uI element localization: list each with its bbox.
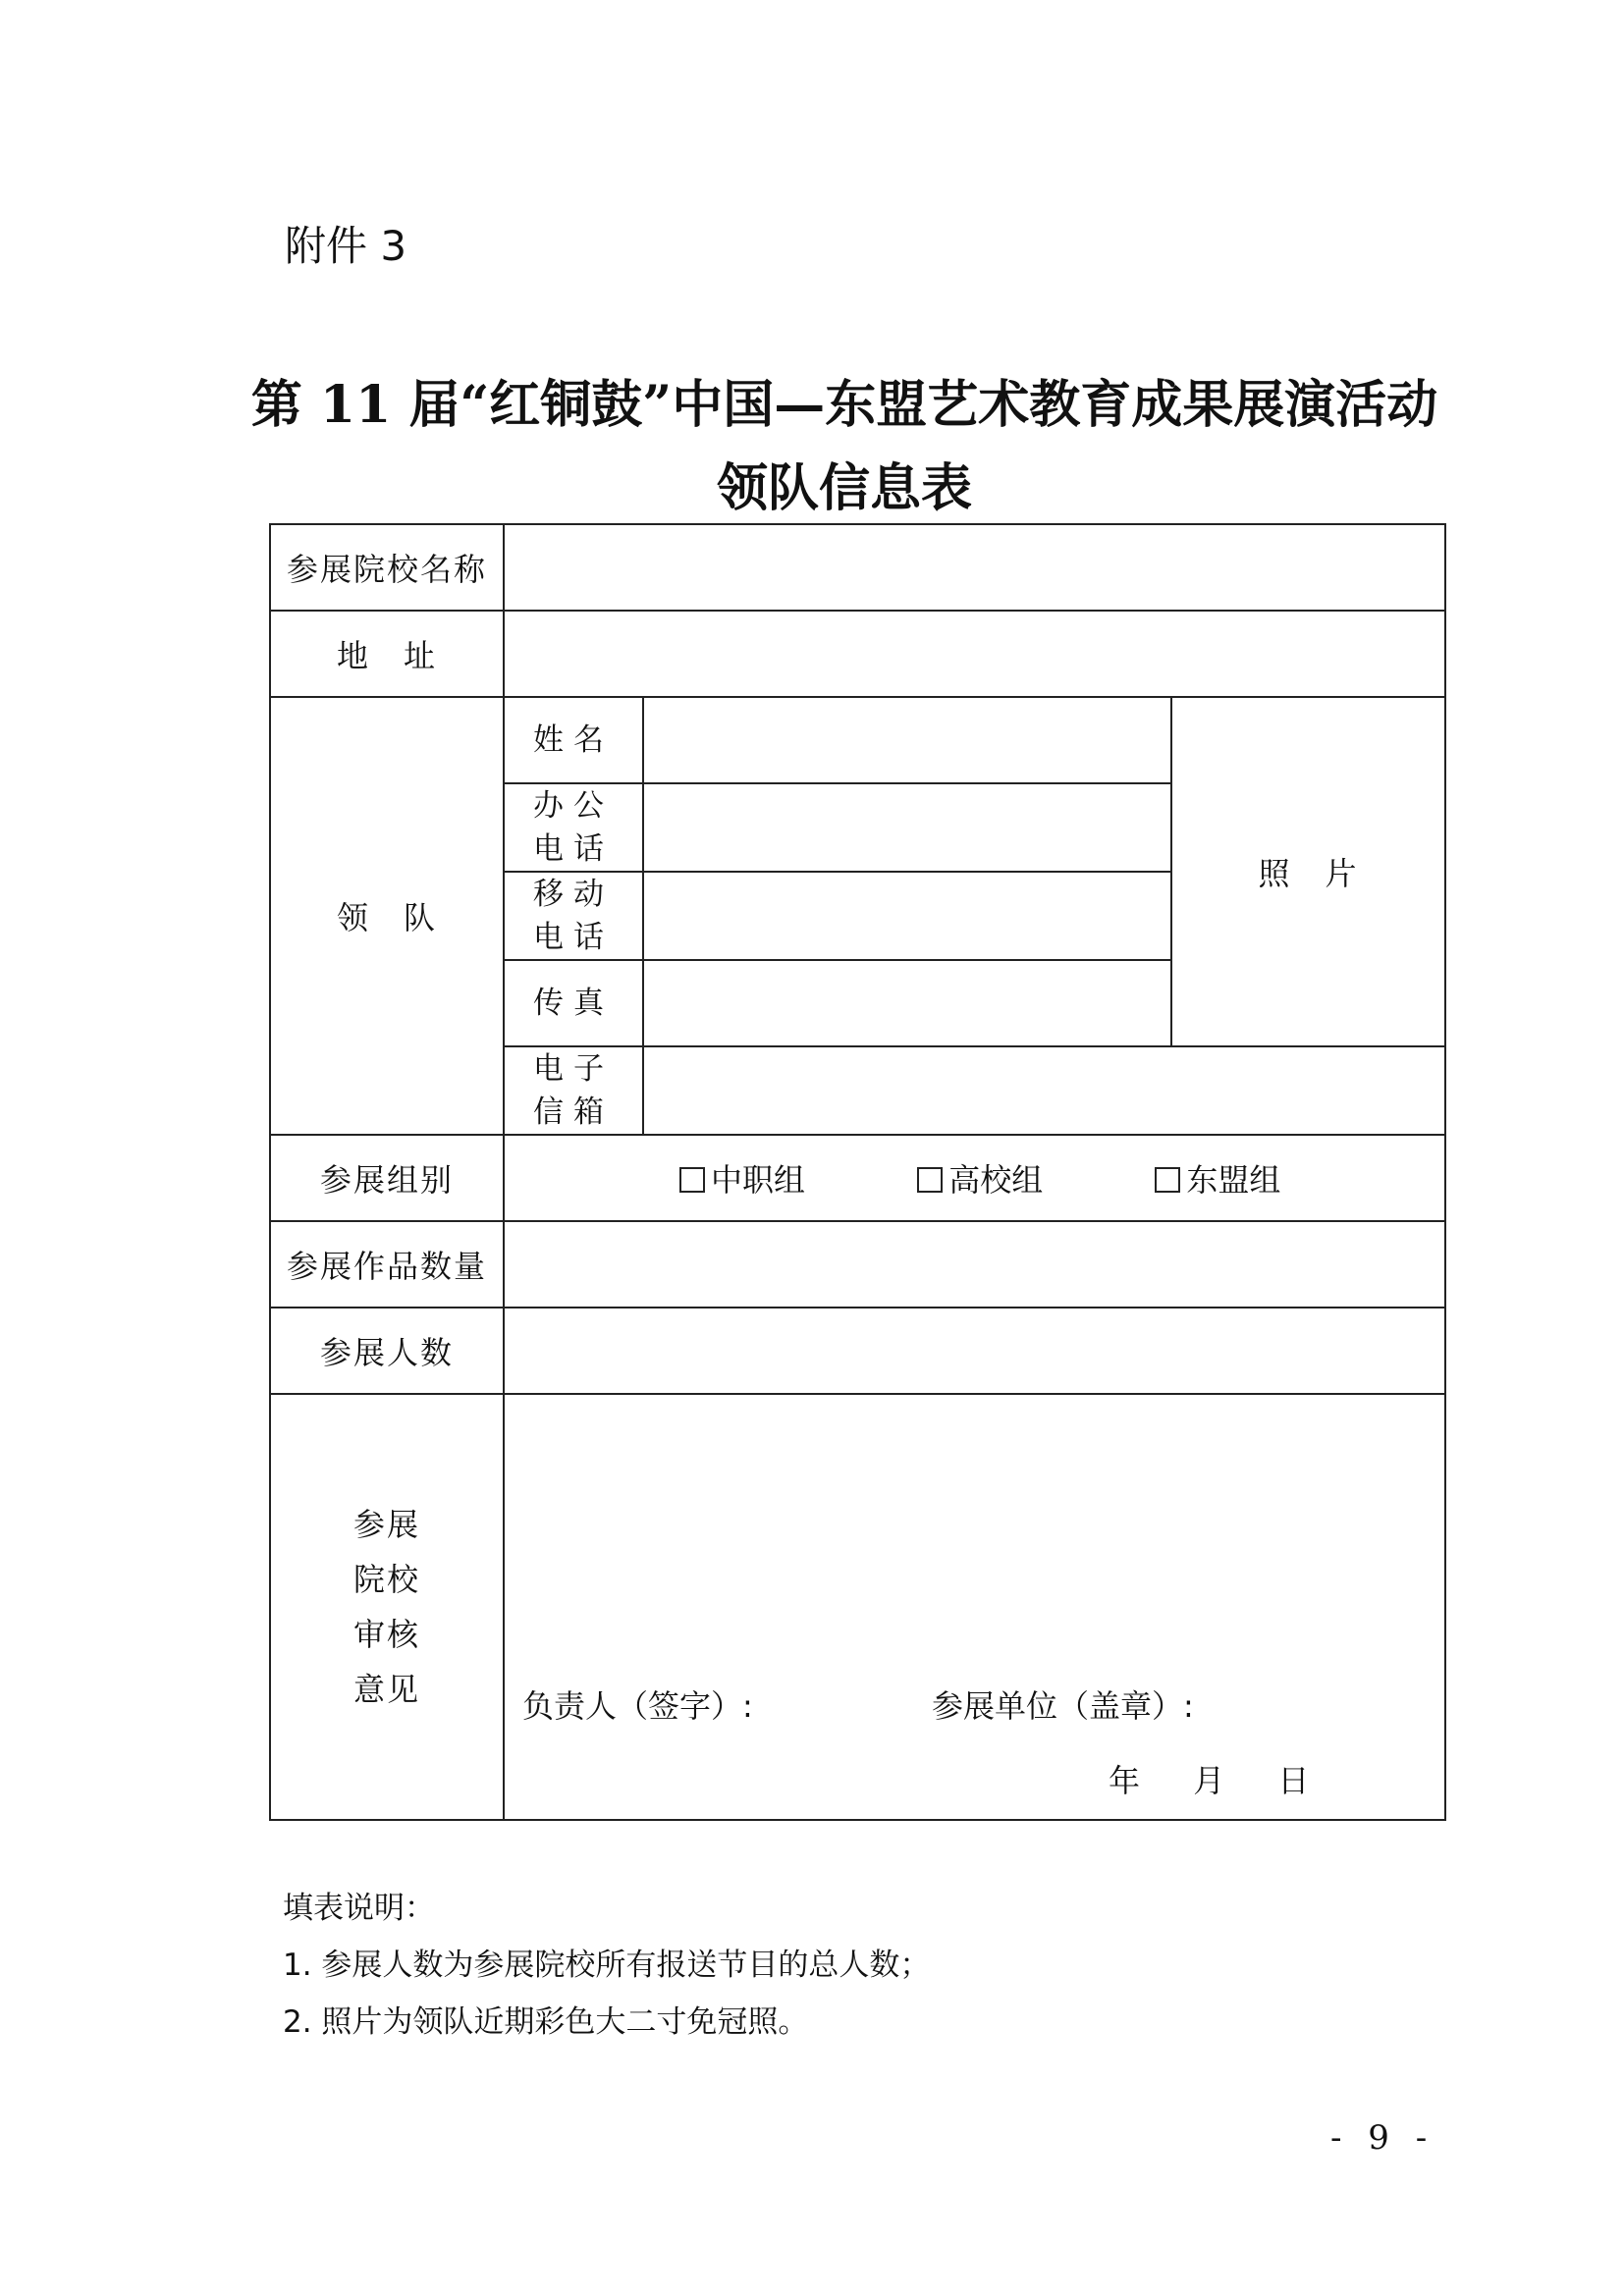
fax-field[interactable] bbox=[643, 960, 1171, 1046]
office-phone-label: 办公 电话 bbox=[504, 783, 643, 872]
leader-label: 领 队 bbox=[270, 697, 504, 1135]
name-field[interactable] bbox=[643, 697, 1171, 783]
email-label: 电子 信箱 bbox=[504, 1046, 643, 1135]
leader-info-form bbox=[269, 523, 1446, 1821]
signature-label: 负责人（签字）: bbox=[522, 1687, 753, 1725]
month-label: 月 bbox=[1193, 1762, 1225, 1799]
address-field[interactable] bbox=[504, 611, 1445, 697]
school-name-field[interactable] bbox=[504, 524, 1445, 611]
name-label: 姓名 bbox=[504, 697, 643, 783]
filling-instructions bbox=[283, 1880, 930, 2051]
opinion-label: 参展 院校 审核 意见 bbox=[270, 1394, 504, 1820]
note-item: 1. 参展人数为参展院校所有报送节目的总人数； bbox=[283, 1948, 931, 1983]
participants-field[interactable] bbox=[504, 1308, 1445, 1394]
year-label: 年 bbox=[1109, 1762, 1141, 1799]
mobile-phone-field[interactable] bbox=[643, 872, 1171, 960]
photo-label: 照 片 bbox=[1258, 855, 1359, 892]
page-number: - 9 - bbox=[1330, 2118, 1435, 2158]
group-option-college[interactable]: 高校组 bbox=[917, 1155, 1043, 1201]
group-option-secondary[interactable]: 中职组 bbox=[679, 1155, 805, 1201]
attachment-label: 附件 3 bbox=[285, 222, 407, 270]
day-label: 日 bbox=[1277, 1762, 1310, 1799]
works-count-label: 参展作品数量 bbox=[270, 1221, 504, 1308]
group-option-asean[interactable]: 东盟组 bbox=[1155, 1155, 1280, 1201]
opinion-field[interactable] bbox=[504, 1394, 1445, 1820]
checkbox-icon[interactable] bbox=[679, 1167, 705, 1193]
mobile-phone-label: 移动 电话 bbox=[504, 872, 643, 960]
page-subtitle: 领队信息表 bbox=[716, 458, 972, 518]
note-item: 2. 照片为领队近期彩色大二寸免冠照。 bbox=[283, 2004, 809, 2040]
seal-label: 参展单位（盖章）: bbox=[932, 1687, 1194, 1725]
email-field[interactable] bbox=[643, 1046, 1445, 1135]
works-count-field[interactable] bbox=[504, 1221, 1445, 1308]
checkbox-icon[interactable] bbox=[917, 1167, 943, 1193]
notes-title: 填表说明： bbox=[283, 1891, 435, 1926]
participants-label: 参展人数 bbox=[270, 1308, 504, 1394]
fax-label: 传真 bbox=[504, 960, 643, 1046]
group-options bbox=[504, 1135, 1445, 1221]
photo-box[interactable] bbox=[1171, 697, 1445, 1046]
school-name-label: 参展院校名称 bbox=[270, 524, 504, 611]
page-title: 第 11 届“红铜鼓”中国—东盟艺术教育成果展演活动 bbox=[250, 375, 1438, 435]
group-label: 参展组别 bbox=[270, 1135, 504, 1221]
date-line bbox=[1109, 1756, 1352, 1801]
address-label: 地 址 bbox=[270, 611, 504, 697]
checkbox-icon[interactable] bbox=[1155, 1167, 1180, 1193]
office-phone-field[interactable] bbox=[643, 783, 1171, 872]
